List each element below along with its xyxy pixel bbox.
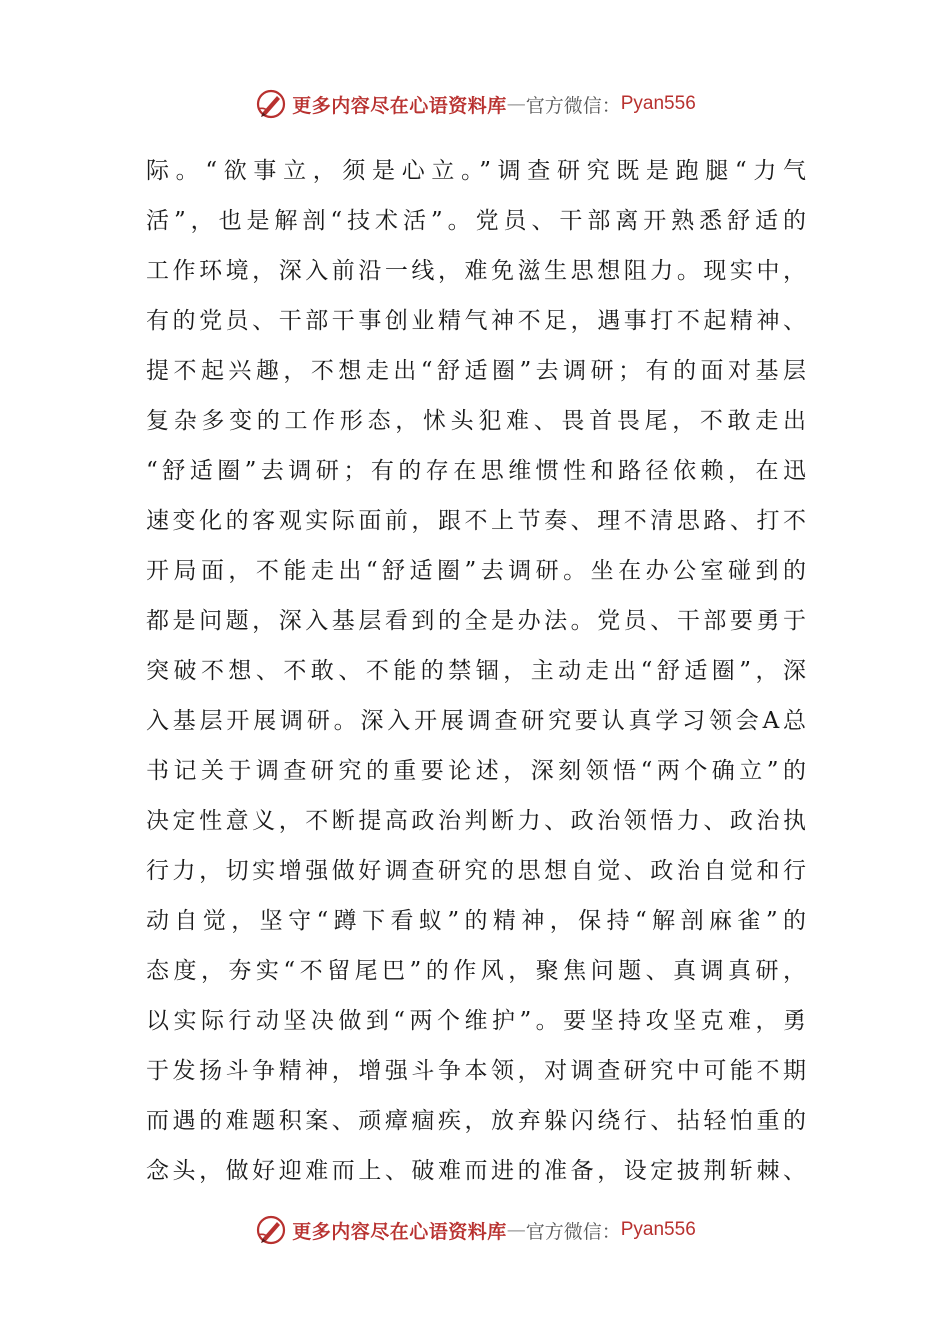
header-watermark — [0, 84, 950, 124]
text-line: 以实际行动坚决做到“两个维护”。要坚持攻坚克难，勇 — [146, 1008, 806, 1034]
text-line: 活”，也是解剖“技术活”。党员、干部离开熟悉舒适的 — [146, 208, 806, 234]
text-line: 入基层开展调研。深入开展调查研究要认真学习领会A总 — [146, 708, 806, 734]
watermark-wechat-id: Pyan556 — [620, 93, 696, 114]
text-line: 际。“欲事立，须是心立。”调查研究既是跑腿“力气 — [146, 158, 806, 184]
text-line: 动自觉，坚守“蹲下看蚁”的精神，保持“解剖麻雀”的 — [146, 908, 806, 934]
watermark-wechat-id: Pyan556 — [620, 1219, 696, 1240]
text-line: 开局面，不能走出“舒适圈”去调研。坐在办公室碰到的 — [146, 558, 806, 584]
text-line: 工作环境，深入前沿一线，难免滋生思想阻力。现实中， — [146, 258, 806, 284]
text-line: 有的党员、干部干事创业精气神不足，遇事打不起精神、 — [146, 308, 806, 334]
text-line: 都是问题，深入基层看到的全是办法。党员、干部要勇于 — [146, 608, 806, 634]
pen-logo-icon — [254, 1213, 288, 1247]
watermark-label: 官方微信： — [525, 94, 621, 117]
text-line: 态度，夯实“不留尾巴”的作风，聚焦问题、真调真研， — [146, 958, 806, 984]
text-line: “舒适圈”去调研；有的存在思维惯性和路径依赖，在迅 — [146, 458, 806, 484]
text-line: 速变化的客观实际面前，跟不上节奏、理不清思路、打不 — [146, 508, 806, 534]
footer-watermark — [0, 1210, 950, 1250]
document-body — [146, 146, 806, 1196]
text-line: 复杂多变的工作形态，怵头犯难、畏首畏尾，不敢走出 — [146, 408, 806, 434]
watermark-main-text: 更多内容尽在心语资料库 — [292, 1220, 507, 1243]
text-line: 突破不想、不敢、不能的禁锢，主动走出“舒适圈”，深 — [146, 658, 806, 684]
text-line: 念头，做好迎难而上、破难而进的准备，设定披荆斩棘、 — [146, 1158, 806, 1184]
pen-logo-icon — [254, 87, 288, 121]
watermark-separator: — — [506, 1219, 526, 1241]
watermark-label: 官方微信： — [525, 1220, 621, 1243]
text-line: 提不起兴趣，不想走出“舒适圈”去调研；有的面对基层 — [146, 358, 806, 384]
text-line: 书记关于调查研究的重要论述，深刻领悟“两个确立”的 — [146, 758, 806, 784]
watermark-main-text: 更多内容尽在心语资料库 — [292, 94, 507, 117]
text-line: 决定性意义，不断提高政治判断力、政治领悟力、政治执 — [146, 808, 806, 834]
text-line: 于发扬斗争精神，增强斗争本领，对调查研究中可能不期 — [146, 1058, 806, 1084]
watermark-separator: — — [506, 93, 526, 115]
text-line: 而遇的难题积案、顽瘴痼疾，放弃躲闪绕行、拈轻怕重的 — [146, 1108, 806, 1134]
text-line: 行力，切实增强做好调查研究的思想自觉、政治自觉和行 — [146, 858, 806, 884]
